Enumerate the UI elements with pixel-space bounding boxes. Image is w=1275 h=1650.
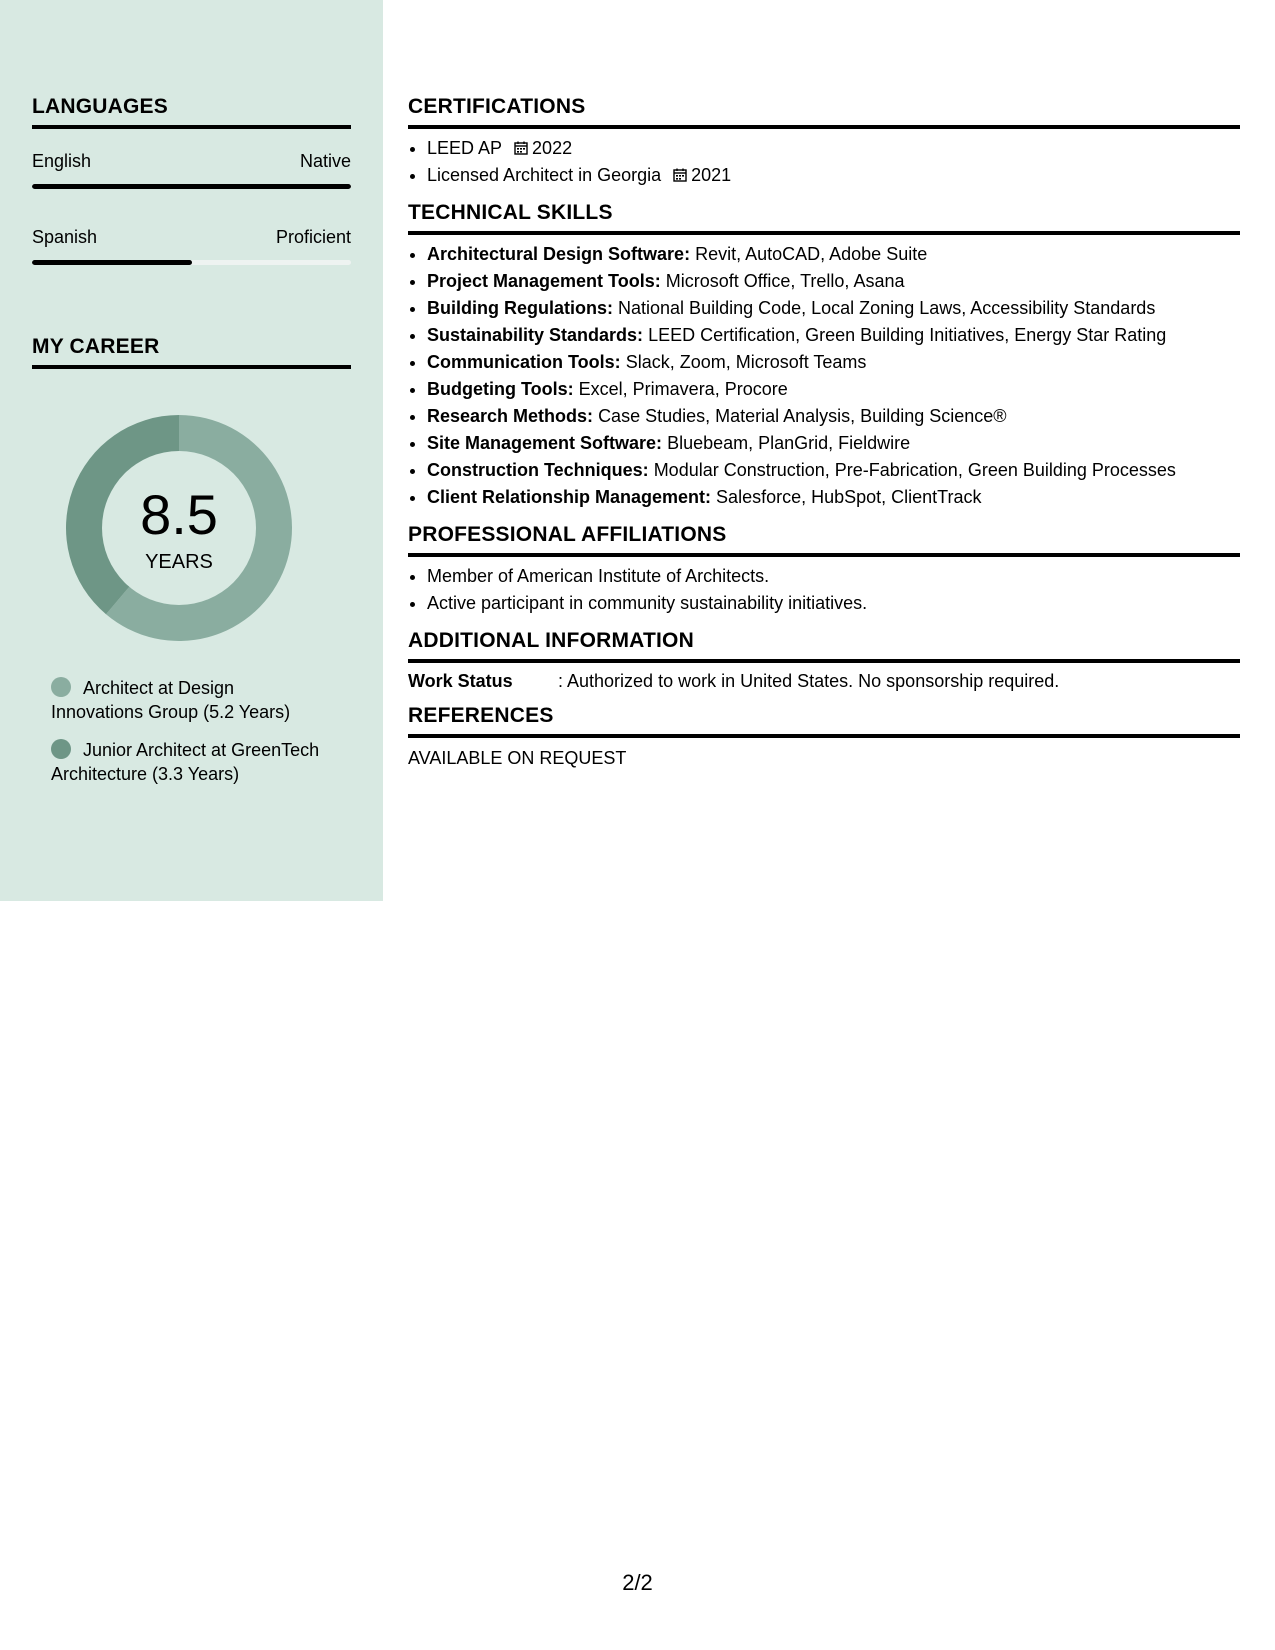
career-legend-dot <box>51 739 71 759</box>
affiliations-title: PROFESSIONAL AFFILIATIONS <box>408 523 1240 557</box>
career-donut-chart <box>66 415 292 641</box>
career-legend-item <box>51 738 321 786</box>
skill-value: Microsoft Office, Trello, Asana <box>665 271 905 291</box>
skill-value: Excel, Primavera, Procore <box>578 379 788 399</box>
certification-year: 2021 <box>691 165 732 185</box>
skill-item <box>427 484 1240 511</box>
skill-label: Sustainability Standards: <box>427 325 644 345</box>
additional-info-title: ADDITIONAL INFORMATION <box>408 629 1240 663</box>
main-content <box>408 95 1240 781</box>
certification-year: 2022 <box>532 138 573 158</box>
language-item-english <box>32 151 351 189</box>
skill-label: Architectural Design Software: <box>427 244 691 264</box>
skill-item <box>427 430 1240 457</box>
career-legend-item <box>51 676 321 724</box>
career-title: MY CAREER <box>32 335 351 369</box>
certifications-list <box>408 135 1240 189</box>
additional-info-section <box>408 629 1240 692</box>
certifications-title: CERTIFICATIONS <box>408 95 1240 129</box>
language-level: Proficient <box>275 227 351 247</box>
skill-value: Salesforce, HubSpot, ClientTrack <box>716 487 982 507</box>
skill-value: Modular Construction, Pre-Fabrication, Green Building Processes <box>653 460 1176 480</box>
certification-name: Licensed Architect in Georgia <box>427 165 662 185</box>
career-total-value: 8.5 <box>140 483 218 546</box>
language-bar-fill <box>32 184 351 189</box>
page-number: 2/2 <box>622 1570 653 1595</box>
skill-value: Slack, Zoom, Microsoft Teams <box>625 352 867 372</box>
skill-label: Research Methods: <box>427 406 594 426</box>
sidebar <box>0 0 383 901</box>
skill-item <box>427 457 1240 484</box>
language-item-spanish <box>32 227 351 265</box>
skill-item <box>427 268 1240 295</box>
career-legend-dot <box>51 677 71 697</box>
skill-value: Case Studies, Material Analysis, Building Science® <box>598 406 1007 426</box>
skill-item <box>427 376 1240 403</box>
affiliation-item: • Active participant in community sustainability initiatives. <box>427 590 1240 617</box>
language-bar <box>32 260 351 265</box>
career-legend-label: Architect at Design Innovations Group (5.2 Years) <box>51 678 291 722</box>
technical-skills-title: TECHNICAL SKILLS <box>408 201 1240 235</box>
skill-label: Building Regulations: <box>427 298 613 318</box>
skill-item <box>427 349 1240 376</box>
certification-name: LEED AP <box>427 138 503 158</box>
languages-section <box>32 95 351 265</box>
skill-item <box>427 295 1240 322</box>
skill-label: Construction Techniques: <box>427 460 649 480</box>
certification-item <box>427 135 1240 162</box>
certifications-section <box>408 95 1240 189</box>
career-total-unit: YEARS <box>145 551 213 573</box>
references-title: REFERENCES <box>408 704 1240 738</box>
language-name: English <box>32 151 92 171</box>
language-level: Native <box>299 151 351 171</box>
language-bar <box>32 184 351 189</box>
calendar-icon <box>673 168 687 182</box>
skill-value: LEED Certification, Green Building Initiatives, Energy Star Rating <box>648 325 1167 345</box>
skill-label: Client Relationship Management: <box>427 487 712 507</box>
language-name: Spanish <box>32 227 98 247</box>
work-status-value: : Authorized to work in United States. No sponsorship required. <box>558 671 1060 691</box>
language-bar-fill <box>32 260 192 265</box>
technical-skills-list <box>408 241 1240 511</box>
skill-item <box>427 322 1240 349</box>
certification-item <box>427 162 1240 189</box>
calendar-icon <box>514 141 528 155</box>
career-section <box>32 335 351 369</box>
skill-item <box>427 241 1240 268</box>
skill-label: Project Management Tools: <box>427 271 661 291</box>
work-status-row <box>408 671 1240 692</box>
skill-label: Budgeting Tools: <box>427 379 574 399</box>
references-section <box>408 704 1240 769</box>
skill-value: Bluebeam, PlanGrid, Fieldwire <box>667 433 911 453</box>
career-legend <box>51 676 321 800</box>
references-text: AVAILABLE ON REQUEST <box>408 748 627 768</box>
career-legend-label: Junior Architect at GreenTech Architecture (3.3 Years) <box>51 740 320 784</box>
affiliation-item: • Member of American Institute of Architects. <box>427 563 1240 590</box>
skill-label: Site Management Software: <box>427 433 663 453</box>
skill-label: Communication Tools: <box>427 352 621 372</box>
skill-value: Revit, AutoCAD, Adobe Suite <box>695 244 928 264</box>
work-status-label: Work Status <box>408 671 513 691</box>
affiliations-section <box>408 523 1240 617</box>
technical-skills-section <box>408 201 1240 511</box>
affiliations-list <box>408 563 1240 617</box>
skill-item <box>427 403 1240 430</box>
languages-title: LANGUAGES <box>32 95 351 129</box>
skill-value: National Building Code, Local Zoning Laws, Accessibility Standards <box>618 298 1156 318</box>
